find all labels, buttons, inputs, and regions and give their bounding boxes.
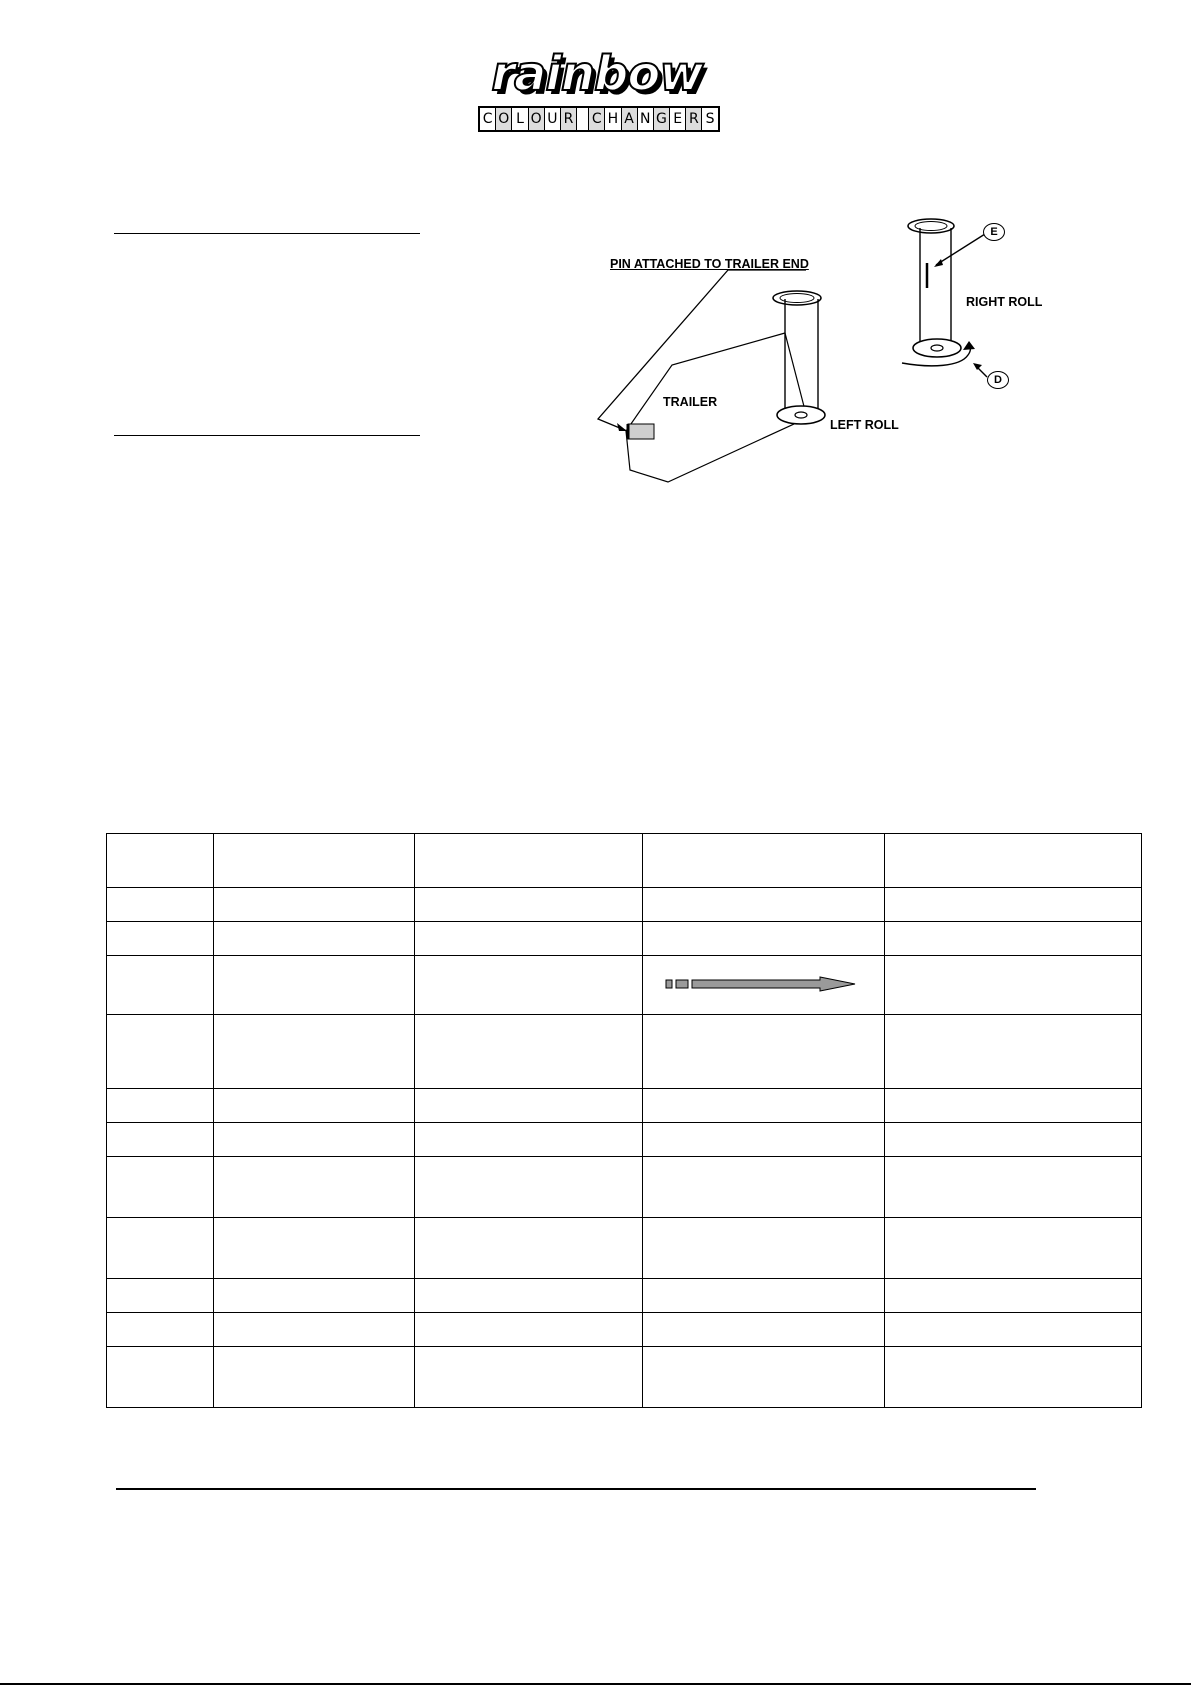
table-cell: [415, 1313, 643, 1347]
marker-d: D: [987, 371, 1009, 389]
right-roll-label: RIGHT ROLL: [966, 295, 1043, 309]
logo-letter-box: N: [638, 108, 654, 130]
table-cell: [885, 922, 1142, 956]
marker-e: E: [983, 223, 1005, 241]
table-cell: [415, 922, 643, 956]
table-cell: [214, 1089, 415, 1123]
table-cell: [107, 1313, 214, 1347]
table-row: [107, 956, 1142, 1015]
table-cell: [643, 1279, 885, 1313]
table-row: [107, 1347, 1142, 1408]
logo-letter-box: R: [561, 108, 577, 130]
table-cell: [643, 956, 885, 1015]
table-cell: [885, 888, 1142, 922]
rule-top-left: [114, 233, 420, 234]
logo-letter-box: G: [654, 108, 670, 130]
leader-e: [936, 234, 985, 265]
table-cell: [107, 1279, 214, 1313]
logo-wordmark: rainbow: [491, 46, 703, 102]
table-cell: [107, 834, 214, 888]
table-cell: [643, 834, 885, 888]
trailer-label: TRAILER: [663, 395, 718, 409]
table-row: [107, 1157, 1142, 1218]
table-row: [107, 1015, 1142, 1089]
table-cell: [415, 1279, 643, 1313]
logo-letter-box: O: [529, 108, 545, 130]
table-cell: [415, 834, 643, 888]
table-cell: [643, 1015, 885, 1089]
table-cell: [643, 1157, 885, 1218]
table-cell: [107, 888, 214, 922]
table-cell: [643, 1347, 885, 1408]
table-cell: [415, 1089, 643, 1123]
pin-attached-label: PIN ATTACHED TO TRAILER END: [610, 257, 809, 271]
roll-loading-diagram: [590, 205, 1090, 505]
logo-letter-box: A: [622, 108, 638, 130]
table-cell: [214, 1157, 415, 1218]
left-roll-label: LEFT ROLL: [830, 418, 899, 432]
table-cell: [214, 956, 415, 1015]
logo-letter-box: S: [705, 111, 715, 127]
table-cell: [415, 1015, 643, 1089]
right-roll: [902, 219, 975, 366]
table-cell: [415, 1347, 643, 1408]
table-row: [107, 922, 1142, 956]
table-cell: [415, 1123, 643, 1157]
instruction-table: [106, 833, 1142, 1408]
table-cell: [214, 1347, 415, 1408]
table-row: [107, 1089, 1142, 1123]
table-cell: [415, 1218, 643, 1279]
table-cell: [214, 1218, 415, 1279]
logo-letter-box: C: [589, 108, 605, 130]
table-cell: [643, 1218, 885, 1279]
table-cell: [885, 1347, 1142, 1408]
logo-tagline: [478, 106, 720, 132]
table-cell: [214, 1313, 415, 1347]
table-cell: [107, 1089, 214, 1123]
table-cell: [214, 1123, 415, 1157]
table-cell: [885, 1157, 1142, 1218]
right-arrow-icon: [643, 956, 884, 1014]
table-cell: [643, 1089, 885, 1123]
table-cell: [643, 1313, 885, 1347]
table-cell: [107, 1218, 214, 1279]
logo-letter-box: E: [670, 108, 686, 130]
table-cell: [885, 1218, 1142, 1279]
logo-letter-box: L: [512, 108, 528, 130]
table-cell: [643, 1123, 885, 1157]
table-cell: [107, 1123, 214, 1157]
table-cell: [415, 1157, 643, 1218]
table-cell: [107, 956, 214, 1015]
table-cell: [107, 1157, 214, 1218]
logo-letter-box: R: [686, 108, 702, 130]
table-row: [107, 834, 1142, 888]
logo-letter-box: U: [545, 108, 561, 130]
table-cell: [885, 1279, 1142, 1313]
rule-bottom-left: [114, 435, 420, 436]
table-cell: [643, 922, 885, 956]
table-cell: [214, 888, 415, 922]
logo-letter-box: [577, 108, 589, 130]
table-cell: [107, 1015, 214, 1089]
table-cell: [885, 1015, 1142, 1089]
table-row: [107, 1313, 1142, 1347]
table-cell: [885, 956, 1142, 1015]
table-row: [107, 888, 1142, 922]
table-cell: [214, 1015, 415, 1089]
rainbow-logo: [474, 44, 720, 132]
table-cell: [885, 834, 1142, 888]
table-cell: [214, 834, 415, 888]
table-cell: [214, 922, 415, 956]
table-cell: [643, 888, 885, 922]
table-row: [107, 1279, 1142, 1313]
logo-letter-box: O: [496, 108, 512, 130]
table-cell: [415, 888, 643, 922]
table-cell: [415, 956, 643, 1015]
diagram-illustration: [590, 205, 1090, 505]
table-cell: [107, 922, 214, 956]
table-cell: [885, 1123, 1142, 1157]
table-cell: [107, 1347, 214, 1408]
table-cell: [885, 1089, 1142, 1123]
table-cell: [214, 1279, 415, 1313]
table-row: [107, 1218, 1142, 1279]
table-row: [107, 1123, 1142, 1157]
table-cell: [885, 1313, 1142, 1347]
footer-rule: [116, 1488, 1036, 1490]
logo-letter-box: C: [480, 108, 496, 130]
trailer-pin-strip: [628, 424, 654, 439]
logo-letter-box: H: [605, 108, 621, 130]
